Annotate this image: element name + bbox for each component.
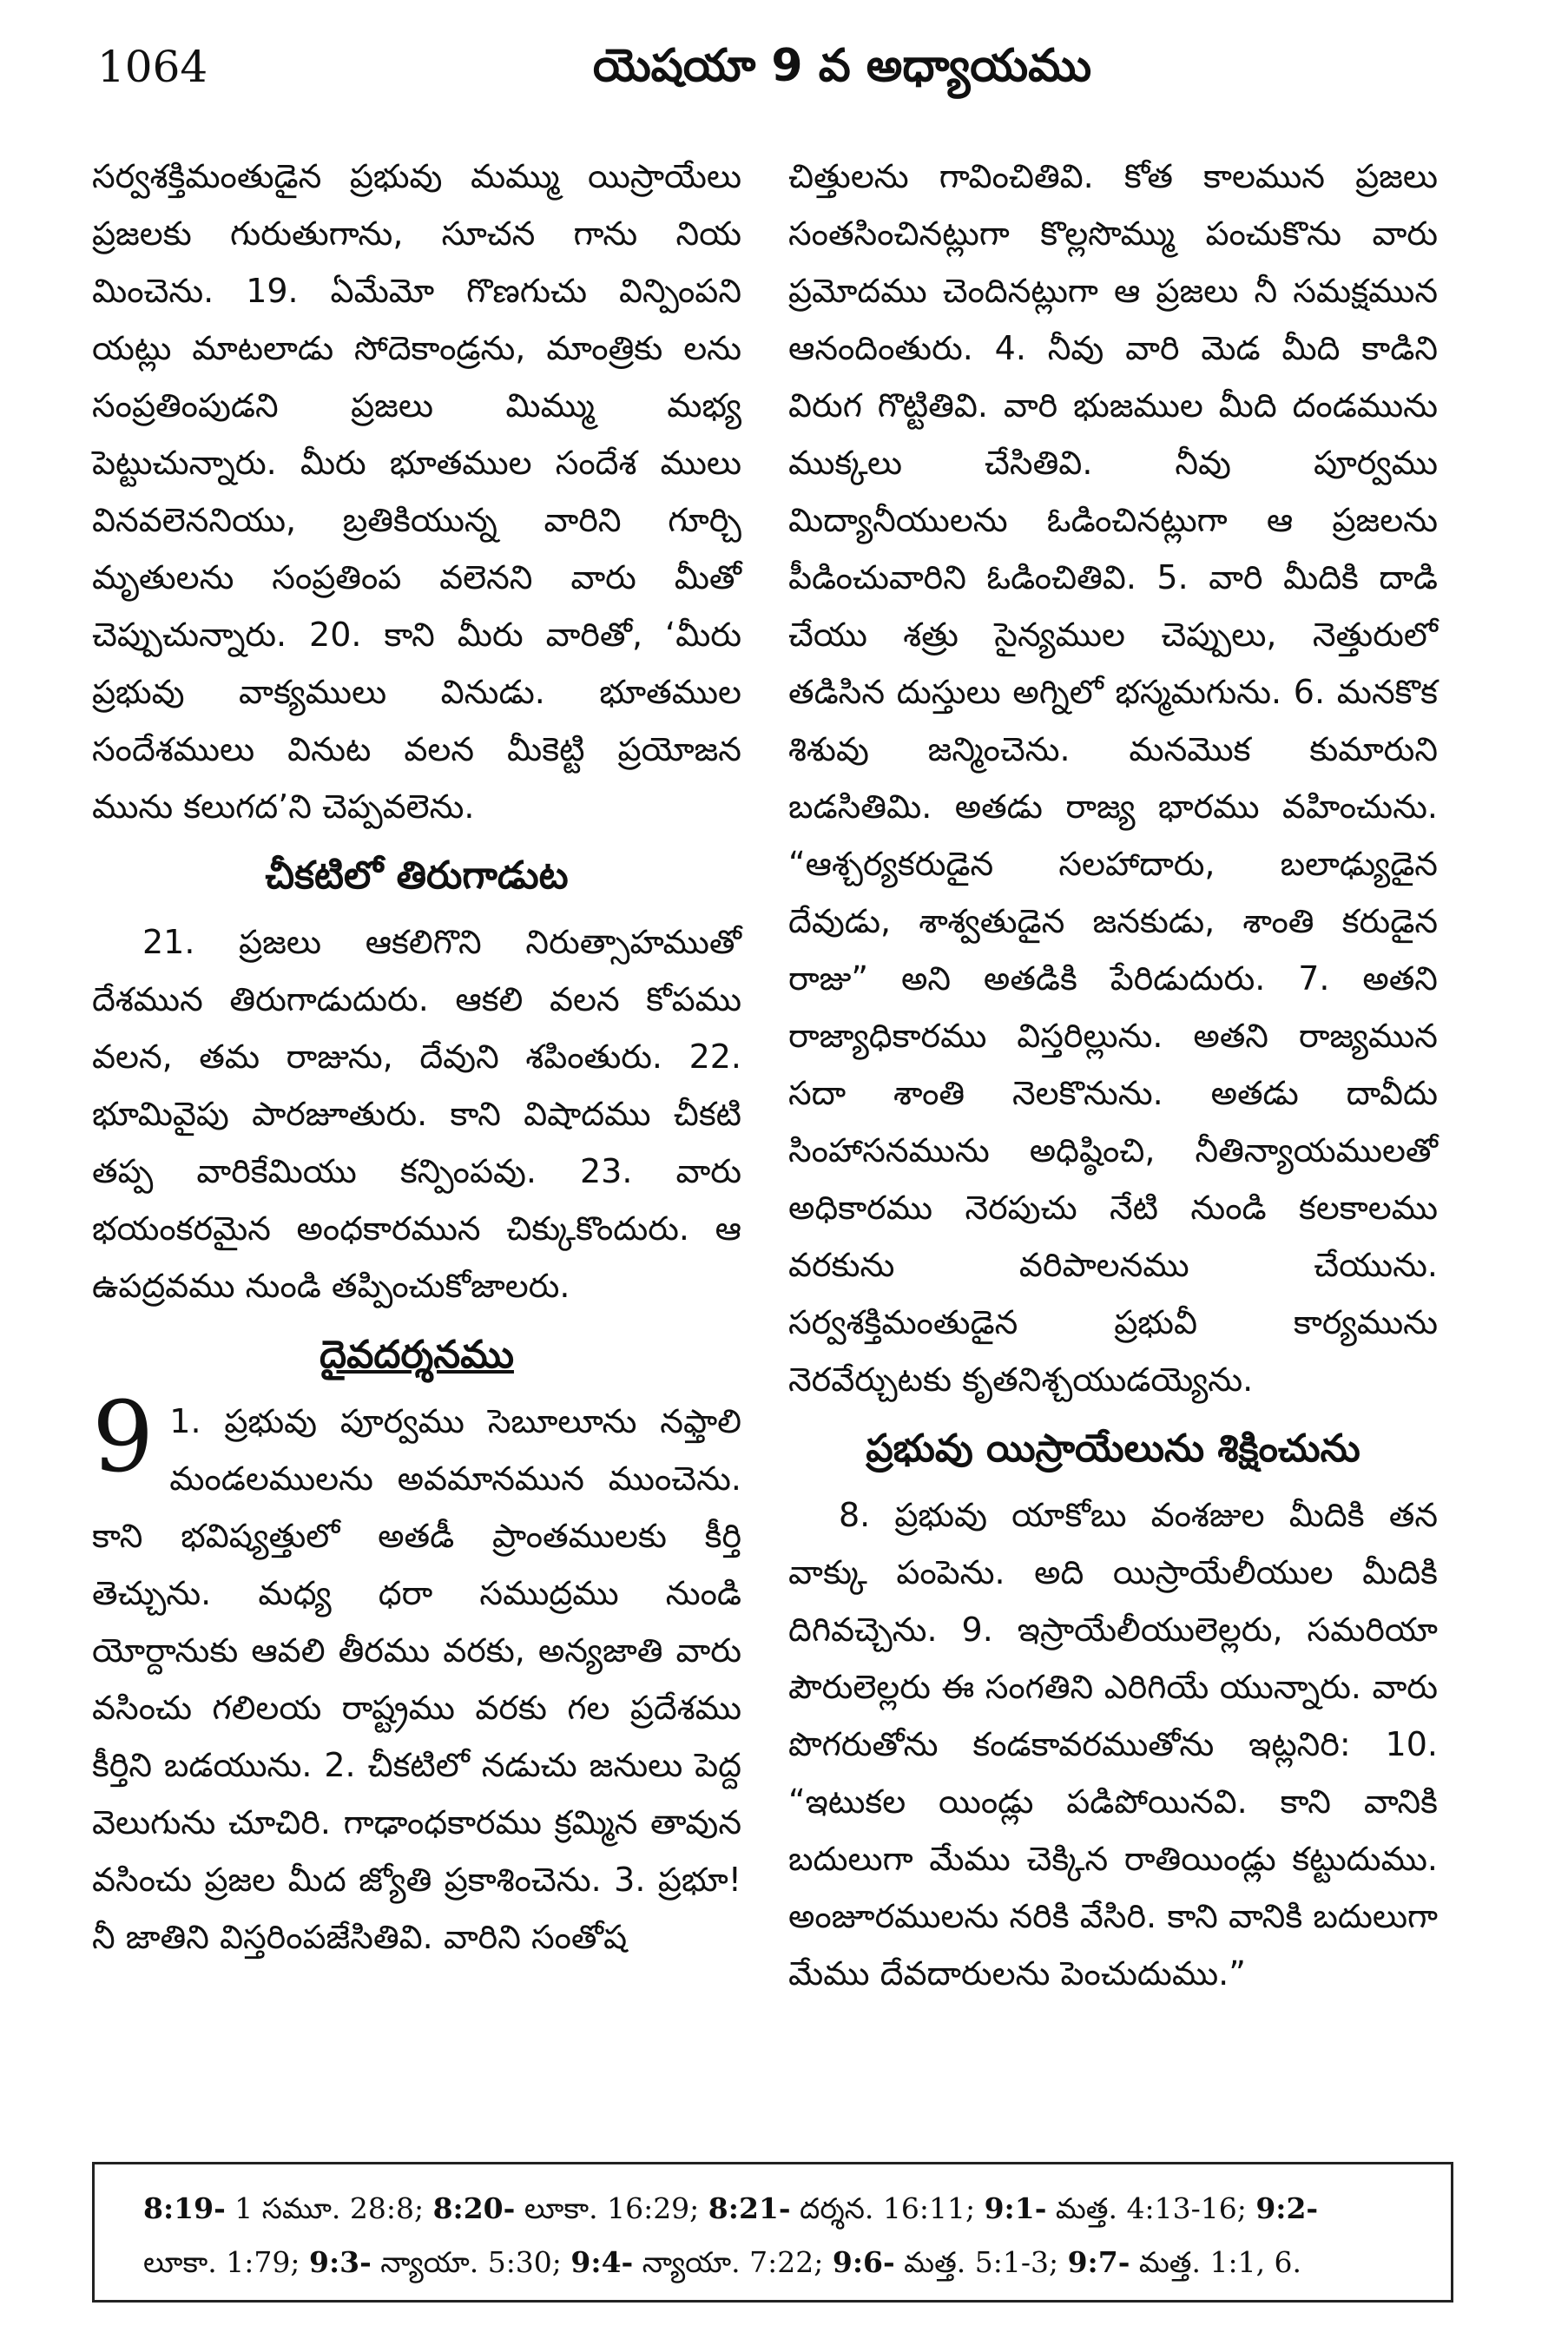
reference-key: 9:4- bbox=[570, 2245, 634, 2279]
footnote-line bbox=[143, 2182, 1402, 2236]
reference-text: మత్త. 5:1-3; bbox=[894, 2245, 1068, 2279]
reference-key: 9:1- bbox=[984, 2191, 1047, 2225]
paragraph: 1. ప్రభువు పూర్వము సెబూలూను నఫ్తాలి మండలములను అవమానమున ముంచెను. కాని భవిష్యత్తులో అతడీ ప్రాంతములకు కీర్తి తెచ్చును. మధ్య ధరా సముద్రము నుండి యోర్దానుకు ఆవలి తీరము వరకు, అన్యజాతి వారు వసించు గలిలయ రాష్ట్రము వరకు గల ప్రదేశము కీర్తిని బడయును. 2. చీకటిలో నడుచు జనులు పెద్ద వెలుగును చూచిరి. గాఢాంధకారము క్రమ్మిన తావున వసించు ప్రజల మీద జ్యోతి ప్రకాశించెను. 3. ప్రభూ! నీ జాతిని విస్తరింపజేసితివి. వారిని సంతోష bbox=[92, 1402, 741, 1956]
section-heading: చీకటిలో తిరుగాడుట bbox=[265, 853, 569, 898]
paragraph: 21. ప్రజలు ఆకలిగొని నిరుత్సాహముతో దేశమున తిరుగాడుదురు. ఆకలి వలన కోపము వలన, తమ రాజును, దేవుని శపింతురు. 22. భూమివైపు పారజూతురు. కాని విషాదము చీకటి తప్ప వారికేమియు కన్పింపవు. 23. వారు భయంకరమైన అంధకారమున చిక్కుకొందురు. ఆ ఉపద్రవము నుండి తప్పించుకోజాలరు. bbox=[92, 923, 741, 1305]
reference-text: లూకా. 1:79; bbox=[143, 2245, 309, 2279]
chapter-start bbox=[92, 1381, 741, 1966]
reference-key: 9:2- bbox=[1255, 2191, 1319, 2225]
reference-text: లూకా. 16:29; bbox=[515, 2191, 708, 2225]
paragraph: సర్వశక్తిమంతుడైన ప్రభువు మమ్ము యిస్రాయేలు ప్రజలకు గురుతుగాను, సూచన గాను నియ మించెను. 19. ఏమేమో గొణగుచు విన్పింపని యట్లు మాటలాడు సోదెకాండ్రను, మాంత్రికు లను సంప్రతింపుడని ప్రజలు మిమ్ము మభ్య పెట్టుచున్నారు. మీరు భూతముల సందేశ ములు వినవలెననియు, బ్రతికియున్న వారిని గూర్చి మృతులను సంప్రతింప వలెనని వారు మీతో చెప్పుచున్నారు. 20. కాని మీరు వారితో, ‘మీరు ప్రభువు వాక్యములు వినుడు. భూతముల సందేశములు వినుట వలన మీకెట్టి ప్రయోజన మును కలుగద’ని చెప్పవలెను. bbox=[92, 157, 741, 826]
reference-text: మత్త. 1:1, 6. bbox=[1130, 2245, 1302, 2279]
running-title: యెషయా 9 వ అధ్యాయము bbox=[592, 40, 1092, 92]
chapter-number: 9 bbox=[92, 1381, 155, 1494]
reference-key: 9:7- bbox=[1067, 2245, 1130, 2279]
reference-text: న్యాయా. 7:22; bbox=[633, 2245, 833, 2279]
page-number: 1064 bbox=[97, 42, 208, 92]
left-column bbox=[92, 148, 741, 1966]
cross-references-box bbox=[92, 2162, 1453, 2303]
paragraph: చిత్తులను గావించితివి. కోత కాలమున ప్రజలు సంతసించినట్లుగా కొల్లసొమ్ము పంచుకొను వారు ప్రమోదము చెందినట్లుగా ఆ ప్రజలు నీ సమక్షమున ఆనందింతురు. 4. నీవు వారి మెడ మీది కాడిని విరుగ గొట్టితివి. వారి భుజముల మీది దండమును ముక్కలు చేసితివి. నీవు పూర్వము మిద్యానీయులను ఓడించినట్లుగా ఆ ప్రజలను పీడించువారిని ఓడించితివి. 5. వారి మీదికి దాడి చేయు శత్రు సైన్యముల చెప్పులు, నెత్తురులో తడిసిన దుస్తులు అగ్నిలో భస్మమగును. 6. మనకొక శిశువు జన్మించెను. మనమొక కుమారుని బడసితిమి. అతడు రాజ్య భారము వహించును. “ఆశ్చర్యకరుడైన సలహాదారు, బలాఢ్యుడైన దేవుడు, శాశ్వతుడైన జనకుడు, శాంతి కరుడైన రాజు” అని అతడికి పేరిడుదురు. 7. అతని రాజ్యాధికారము విస్తరిల్లును. అతని రాజ్యమున సదా శాంతి నెలకొనును. అతడు దావీదు సింహాసనమును అధిష్ఠించి, నీతిన్యాయములతో అధికారము నెరపుచు నేటి నుండి కలకాలము వరకును వరిపాలనము చేయును. సర్వశక్తిమంతుడైన ప్రభువీ కార్యమును నెరవేర్చుటకు కృతనిశ్చయుడయ్యెను. bbox=[788, 157, 1438, 1399]
reference-text: మత్త. 4:13-16; bbox=[1046, 2191, 1256, 2225]
reference-text: న్యాయా. 5:30; bbox=[371, 2245, 571, 2279]
paragraph: 8. ప్రభువు యాకోబు వంశజుల మీదికి తన వాక్కు పంపెను. అది యిస్రాయేలీయుల మీదికి దిగివచ్చెను. 9. ఇస్రాయేలీయులెల్లరు, సమరియా పౌరులెల్లరు ఈ సంగతిని ఎరిగియే యున్నారు. వారు పొగరుతోను కండకావరముతోను ఇట్లనిరి: 10. “ఇటుకల యిండ్లు పడిపోయినవి. కాని వానికి బదులుగా మేము చెక్కిన రాతియిండ్లు కట్టుదుము. అంజూరములను నరికి వేసిరి. కాని వానికి బదులుగా మేము దేవదారులను పెంచుదుము.” bbox=[788, 1496, 1438, 1993]
reference-key: 8:21- bbox=[708, 2191, 791, 2225]
section-heading: ప్రభువు యిస్రాయేలును శిక్షించును bbox=[866, 1426, 1360, 1471]
section-heading: దైవదర్శనము bbox=[320, 1333, 514, 1377]
footnote-line bbox=[143, 2236, 1402, 2289]
reference-key: 8:19- bbox=[143, 2191, 226, 2225]
reference-text: 1 సమూ. 28:8; bbox=[225, 2191, 433, 2225]
right-column bbox=[788, 148, 1438, 2002]
reference-key: 9:6- bbox=[832, 2245, 895, 2279]
reference-key: 8:20- bbox=[432, 2191, 516, 2225]
reference-key: 9:3- bbox=[308, 2245, 372, 2279]
reference-text: దర్శన. 16:11; bbox=[790, 2191, 985, 2225]
